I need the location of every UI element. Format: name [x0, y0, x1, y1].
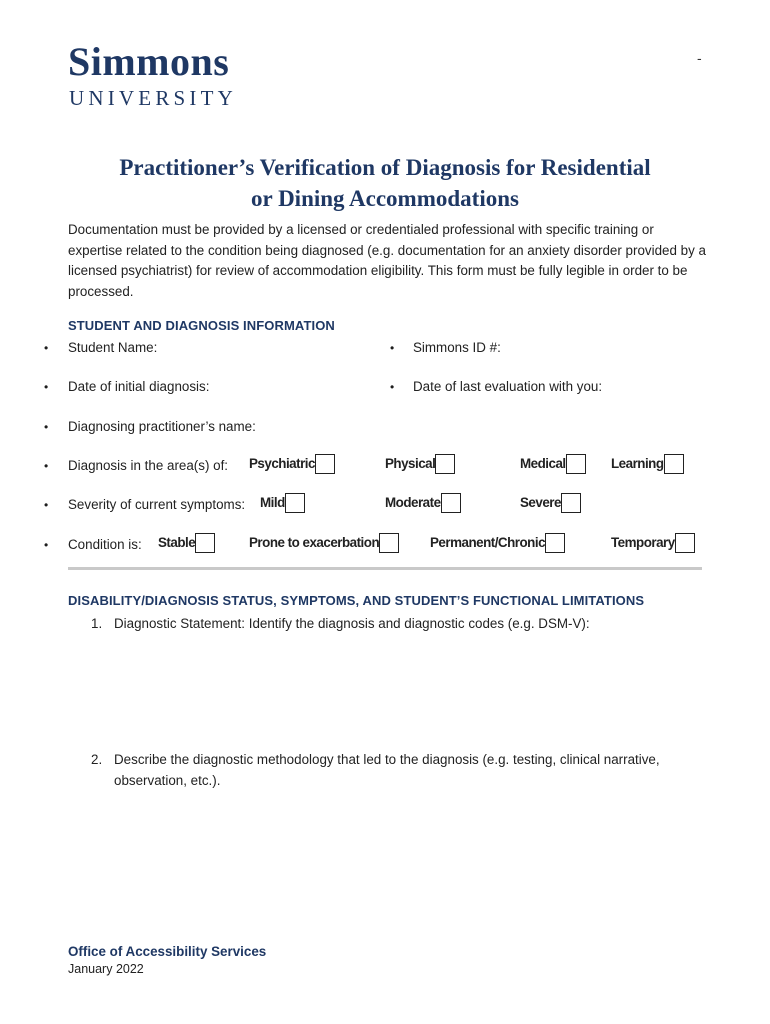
bullet-icon: • — [44, 420, 49, 434]
severity-label: Severity of current symptoms: — [68, 497, 246, 512]
option-mild — [260, 493, 305, 513]
bullet-icon: • — [44, 459, 49, 473]
date-initial-diagnosis-label: Date of initial diagnosis: — [68, 379, 210, 394]
item-number-1: 1. — [91, 616, 103, 631]
option-medical — [520, 454, 586, 474]
corner-mark: - — [697, 50, 702, 66]
bullet-icon: • — [390, 341, 395, 355]
section-heading-disability-status: DISABILITY/DIAGNOSIS STATUS, SYMPTOMS, AND STUDENT’S FUNCTIONAL LIMITATIONS — [68, 593, 645, 608]
bullet-icon: • — [44, 341, 49, 355]
option-stable-label: Stable — [158, 535, 196, 551]
option-psychiatric — [249, 454, 335, 474]
option-temporary-label: Temporary — [611, 535, 675, 551]
bullet-icon: • — [44, 380, 49, 394]
logo-simmons: Simmons — [68, 39, 230, 84]
diagnostic-methodology-line-2: observation, etc.). — [114, 772, 221, 788]
bullet-icon: • — [44, 538, 49, 552]
bullet-icon: • — [390, 380, 395, 394]
form-title-line-2: or Dining Accommodations — [251, 186, 519, 211]
form-title-line-1: Practitioner’s Verification of Diagnosis for Residential — [119, 155, 651, 180]
diagnostic-methodology-line-1: Describe the diagnostic methodology that led to the diagnosis (e.g. testing, clinical narrative, — [114, 752, 660, 767]
option-psychiatric-label: Psychiatric — [249, 456, 315, 472]
option-moderate-label: Moderate — [385, 495, 441, 511]
checkbox-learning[interactable] — [664, 454, 684, 474]
option-stable — [158, 533, 215, 553]
checkbox-stable[interactable] — [195, 533, 215, 553]
option-learning-label: Learning — [611, 456, 664, 472]
intro-paragraph: Documentation must be provided by a licensed or credentialed professional with specific training or expertise related to the condition being diagnosed (e.g. documentation for an anxiety disorder provided by a licensed psychiatrist) for review of accommodation eligibility. This form must be fully legible in order to be processed. — [68, 222, 706, 299]
practitioner-name-label: Diagnosing practitioner’s name: — [68, 419, 256, 434]
simmons-id-label: Simmons ID #: — [413, 340, 501, 355]
diagnostic-statement-prompt: Diagnostic Statement: Identify the diagnosis and diagnostic codes (e.g. DSM-V): — [114, 616, 590, 631]
section-divider — [68, 567, 702, 570]
form-title — [60, 152, 710, 214]
footer-office: Office of Accessibility Services — [68, 944, 267, 959]
option-prone-label: Prone to exacerbation — [249, 535, 380, 551]
checkbox-prone-to-exacerbation[interactable] — [379, 533, 399, 553]
option-permanent-label: Permanent/Chronic — [430, 535, 546, 551]
checkbox-moderate[interactable] — [441, 493, 461, 513]
footer-date: January 2022 — [68, 962, 144, 976]
option-physical-label: Physical — [385, 456, 436, 472]
item-number-2: 2. — [91, 752, 103, 767]
option-medical-label: Medical — [520, 456, 566, 472]
option-learning — [611, 454, 684, 474]
option-severe — [520, 493, 581, 513]
diagnostic-methodology-prompt — [114, 750, 704, 791]
checkbox-physical[interactable] — [435, 454, 455, 474]
logo-university: UNIVERSITY — [69, 86, 237, 110]
option-prone-to-exacerbation — [249, 533, 399, 553]
option-physical — [385, 454, 455, 474]
option-severe-label: Severe — [520, 495, 561, 511]
checkbox-mild[interactable] — [285, 493, 305, 513]
bullet-icon: • — [44, 498, 49, 512]
option-mild-label: Mild — [260, 495, 285, 511]
option-moderate — [385, 493, 461, 513]
option-permanent-chronic — [430, 533, 565, 553]
checkbox-severe[interactable] — [561, 493, 581, 513]
date-last-evaluation-label: Date of last evaluation with you: — [413, 379, 603, 394]
section-heading-student-info: STUDENT AND DIAGNOSIS INFORMATION — [68, 318, 335, 333]
checkbox-temporary[interactable] — [675, 533, 695, 553]
option-temporary — [611, 533, 695, 553]
checkbox-permanent-chronic[interactable] — [545, 533, 565, 553]
checkbox-psychiatric[interactable] — [315, 454, 335, 474]
condition-label: Condition is: — [68, 537, 142, 552]
checkbox-medical[interactable] — [566, 454, 586, 474]
diagnosis-area-label: Diagnosis in the area(s) of: — [68, 458, 229, 473]
student-name-label: Student Name: — [68, 340, 158, 355]
